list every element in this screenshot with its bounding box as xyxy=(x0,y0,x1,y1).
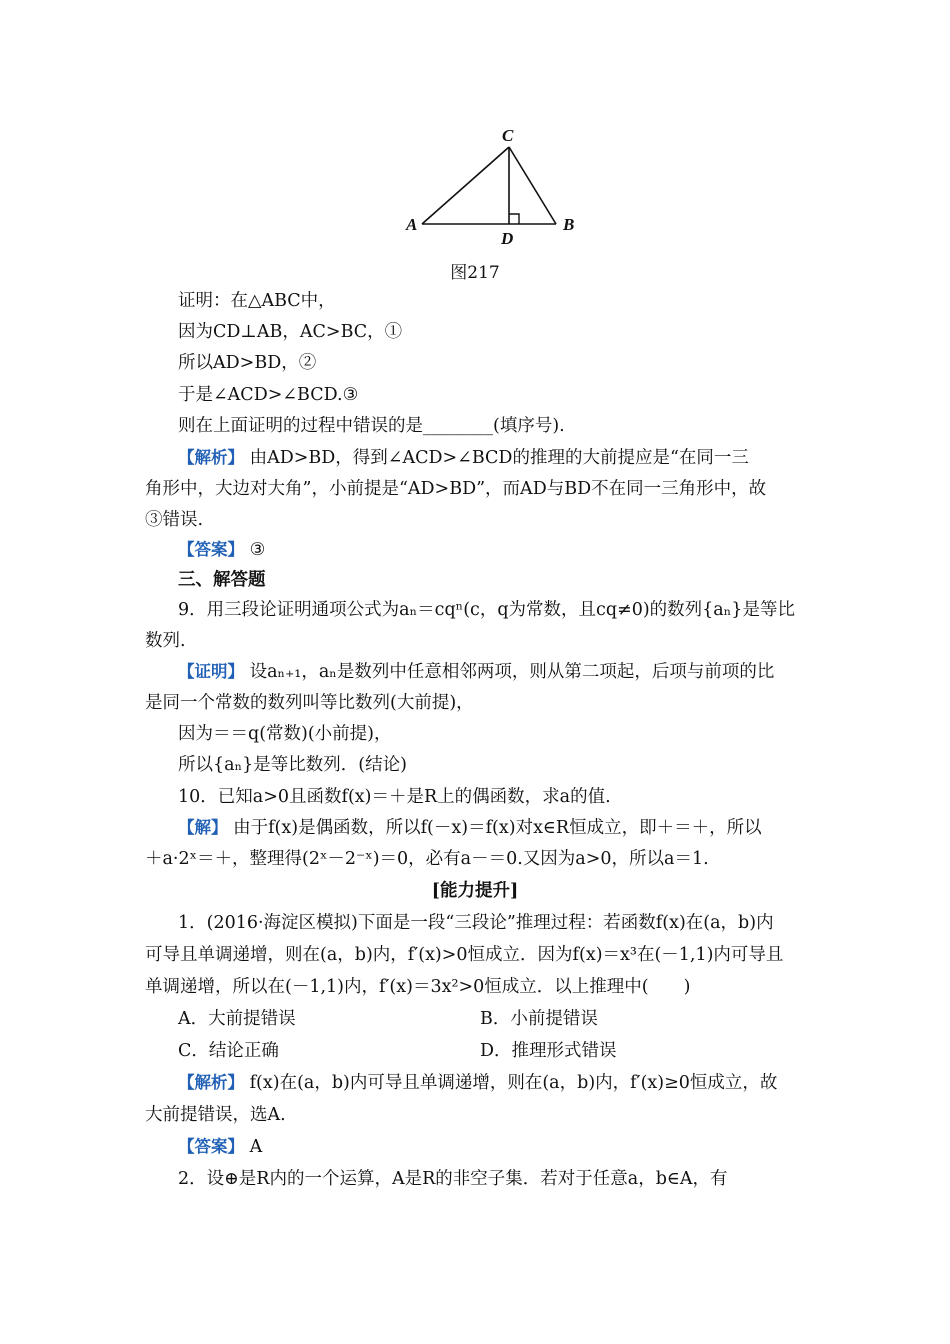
p1-answer-line xyxy=(178,1135,262,1159)
p1-analysis-text-1: f(x)在(a，b)内可导且单调递增，则在(a，b)内，f′(x)≥0恒成立，故 xyxy=(244,1073,778,1093)
q9-proof-line-3: 因为＝＝q(常数)(小前提)， xyxy=(178,724,392,744)
p1-answer-value: A xyxy=(244,1137,263,1157)
q8-answer-line xyxy=(178,538,265,562)
q8-analysis-line-1 xyxy=(178,446,749,470)
q9-line-2: 数列. xyxy=(145,631,186,651)
proof-line-1: 证明：在△ABC中， xyxy=(178,291,336,311)
option-d: D．推理形式错误 xyxy=(480,1041,617,1061)
q9-proof-text-1: 设aₙ₊₁，aₙ是数列中任意相邻两项，则从第二项起，后项与前项的比 xyxy=(244,662,775,682)
option-b: B．小前提错误 xyxy=(480,1009,598,1029)
solution-tag: 【解】 xyxy=(178,818,228,837)
proof-tag: 【证明】 xyxy=(178,662,244,681)
analysis-tag: 【解析】 xyxy=(178,448,244,467)
answer-tag: 【答案】 xyxy=(178,1137,244,1156)
proof-line-3: 所以AD>BD，② xyxy=(178,353,317,373)
side-bc xyxy=(509,147,556,224)
q9-proof-line-4: 所以{aₙ}是等比数列．(结论) xyxy=(178,755,407,775)
q10-line-1: 10．已知a>0且函数f(x)＝＋是R上的偶函数，求a的值. xyxy=(178,787,611,807)
p1-analysis-line-2: 大前提错误，选A. xyxy=(145,1105,286,1125)
option-c: C．结论正确 xyxy=(178,1041,279,1061)
triangle-figure xyxy=(400,122,590,252)
q10-solution-line-2: ＋a·2ˣ＝＋，整理得(2ˣ－2⁻ˣ)＝0，必有a－＝0.又因为a>0，所以a＝1. xyxy=(145,849,709,869)
q8-answer-value: ③ xyxy=(244,540,266,560)
analysis-tag: 【解析】 xyxy=(178,1073,244,1092)
q8-analysis-line-2: 角形中，大边对大角”，小前提是“AD>BD”，而AD与BD不在同一三角形中，故 xyxy=(145,479,767,499)
label-c: C xyxy=(502,126,514,145)
q8-analysis-text-1: 由AD>BD，得到∠ACD>∠BCD的推理的大前提应是“在同一三 xyxy=(244,448,749,468)
side-ac xyxy=(422,147,509,224)
label-a: A xyxy=(406,215,418,234)
section-heading: 三、解答题 xyxy=(178,570,266,590)
q9-proof-line-1 xyxy=(178,660,774,684)
label-d: D xyxy=(501,229,514,248)
p2-line-1: 2．设⊕是R内的一个运算，A是R的非空子集．若对于任意a，b∈A，有 xyxy=(178,1169,728,1189)
p1-line-1: 1．(2016·海淀区模拟)下面是一段“三段论”推理过程：若函数f(x)在(a，b)内 xyxy=(178,913,774,933)
q8-analysis-line-3: ③错误. xyxy=(145,510,204,530)
answer-tag: 【答案】 xyxy=(178,540,244,559)
question-line: 则在上面证明的过程中错误的是________(填序号). xyxy=(178,416,565,436)
p1-analysis-line-1 xyxy=(178,1071,777,1095)
proof-line-2: 因为CD⊥AB，AC>BC，① xyxy=(178,322,403,342)
q9-proof-line-2: 是同一个常数的数列叫等比数列(大前提)， xyxy=(145,693,474,713)
label-b: B xyxy=(563,215,575,234)
ability-heading: [能力提升] xyxy=(431,881,519,901)
q9-line-1: 9．用三段论证明通项公式为aₙ＝cqⁿ(c，q为常数，且cq≠0)的数列{aₙ}是等比 xyxy=(178,600,795,620)
proof-line-4: 于是∠ACD>∠BCD.③ xyxy=(178,385,359,405)
p1-line-3: 单调递增，所以在(－1,1)内，f′(x)＝3x²>0恒成立．以上推理中( ) xyxy=(145,977,691,997)
q10-solution-line-1 xyxy=(178,816,762,840)
option-a: A．大前提错误 xyxy=(178,1009,296,1029)
q10-solution-text-1: 由于f(x)是偶函数，所以f(－x)＝f(x)对x∈R恒成立，即＋＝＋，所以 xyxy=(227,818,762,838)
p1-line-2: 可导且单调递增，则在(a，b)内，f′(x)>0恒成立．因为f(x)＝x³在(－1,1)内可导且 xyxy=(145,945,784,965)
figure-caption: 图217 xyxy=(450,263,500,283)
triangle-diagram xyxy=(400,122,590,252)
right-angle-mark xyxy=(509,214,519,224)
